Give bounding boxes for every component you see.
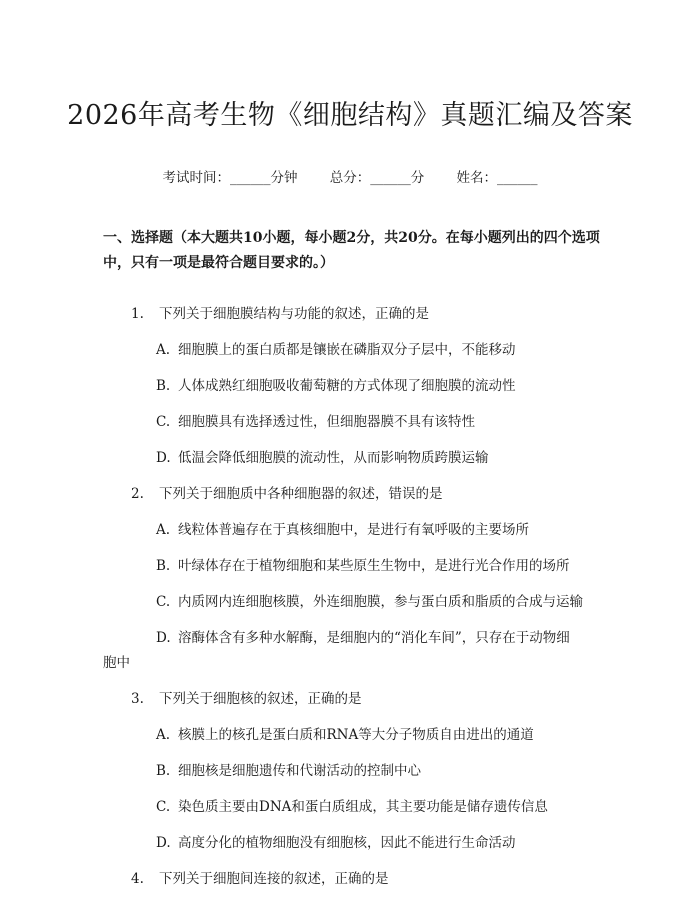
student-name-field: 姓名：______ <box>456 170 538 186</box>
option-a <box>103 332 598 368</box>
option-d <box>103 620 598 681</box>
question-2 <box>103 476 598 681</box>
option-letter: B. <box>156 378 171 394</box>
question-text: 下列关于细胞膜结构与功能的叙述，正确的是 <box>159 306 429 322</box>
section-heading: 一、选择题（本大题共10小题，每小题2分，共20分。在每小题列出的四个选项中，只有一项是最符合题目要求的。） <box>103 230 600 271</box>
option-a <box>103 717 598 753</box>
question-4 <box>103 861 598 897</box>
question-3 <box>103 681 598 861</box>
question-list <box>103 296 598 897</box>
option-text: 细胞核是细胞遗传和代谢活动的控制中心 <box>178 763 421 779</box>
question-text: 下列关于细胞间连接的叙述，正确的是 <box>159 871 389 887</box>
option-text: 细胞膜上的蛋白质都是镶嵌在磷脂双分子层中，不能移动 <box>178 342 516 358</box>
option-text: 高度分化的植物细胞没有细胞核，因此不能进行生命活动 <box>178 835 516 851</box>
option-text: 叶绿体存在于植物细胞和某些原生生物中，是进行光合作用的场所 <box>178 558 570 574</box>
option-c <box>103 584 598 620</box>
option-b <box>103 548 598 584</box>
option-letter: C. <box>156 594 171 610</box>
question-stem <box>103 476 598 512</box>
option-letter: C. <box>156 799 171 815</box>
question-stem <box>103 296 598 332</box>
option-letter: C. <box>156 414 171 430</box>
option-letter: A. <box>156 727 171 743</box>
option-b <box>103 368 598 404</box>
option-d <box>103 440 598 476</box>
option-continuation: 胞中 <box>103 655 130 671</box>
option-c <box>103 404 598 440</box>
question-stem <box>103 861 598 897</box>
question-text: 下列关于细胞质中各种细胞器的叙述，错误的是 <box>159 486 443 502</box>
question-number: 2. <box>131 486 144 502</box>
option-d <box>103 825 598 861</box>
question-number: 3. <box>131 691 144 707</box>
page-title: 2026年高考生物《细胞结构》真题汇编及答案 <box>67 100 633 132</box>
option-b <box>103 753 598 789</box>
question-number: 4. <box>131 871 144 887</box>
option-text: 溶酶体含有多种水解酶，是细胞内的“消化车间”，只存在于动物细 <box>178 630 570 646</box>
option-letter: D. <box>156 450 171 466</box>
option-text: 线粒体普遍存在于真核细胞中，是进行有氧呼吸的主要场所 <box>178 522 529 538</box>
option-letter: B. <box>156 763 171 779</box>
option-a <box>103 512 598 548</box>
question-number: 1. <box>131 306 144 322</box>
option-letter: A. <box>156 342 171 358</box>
option-letter: A. <box>156 522 171 538</box>
total-score-field: 总分：______分 <box>329 170 425 186</box>
exam-time-field: 考试时间：______分钟 <box>162 170 298 186</box>
question-text: 下列关于细胞核的叙述，正确的是 <box>159 691 362 707</box>
exam-info-line <box>0 168 700 188</box>
option-text: 核膜上的核孔是蛋白质和RNA等大分子物质自由进出的通道 <box>178 727 534 743</box>
option-text: 内质网内连细胞核膜，外连细胞膜，参与蛋白质和脂质的合成与运输 <box>178 594 583 610</box>
option-text: 低温会降低细胞膜的流动性，从而影响物质跨膜运输 <box>178 450 489 466</box>
option-text: 人体成熟红细胞吸收葡萄糖的方式体现了细胞膜的流动性 <box>178 378 516 394</box>
option-text: 染色质主要由DNA和蛋白质组成，其主要功能是储存遗传信息 <box>178 799 548 815</box>
option-letter: D. <box>156 835 171 851</box>
question-1 <box>103 296 598 476</box>
option-first-line <box>156 626 598 651</box>
option-c <box>103 789 598 825</box>
option-letter: B. <box>156 558 171 574</box>
option-letter: D. <box>156 630 171 646</box>
option-text: 细胞膜具有选择透过性，但细胞器膜不具有该特性 <box>178 414 475 430</box>
question-stem <box>103 681 598 717</box>
